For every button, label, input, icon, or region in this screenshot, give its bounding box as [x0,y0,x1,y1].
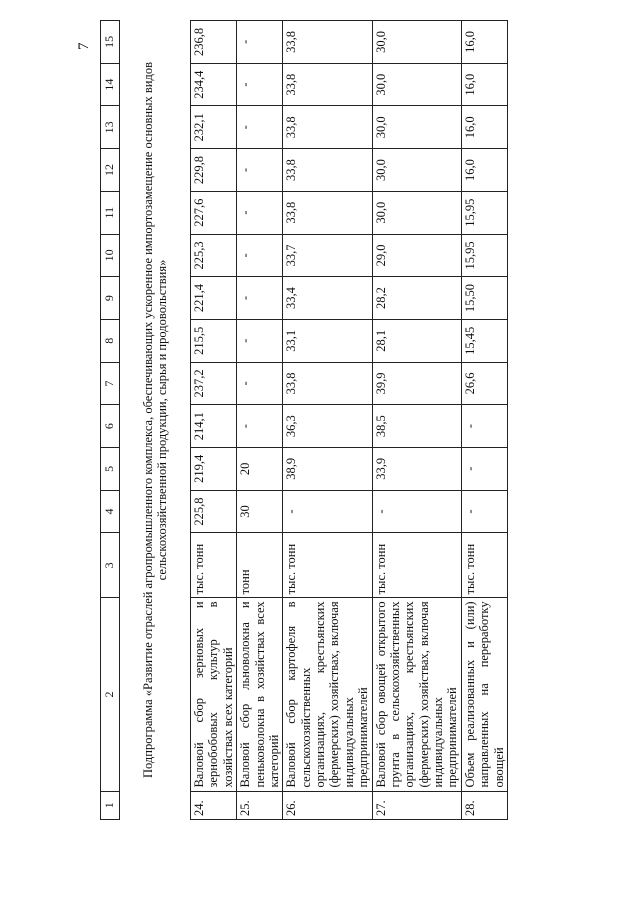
value-cell: 214,1 [191,405,237,448]
value-cell: 236,8 [191,21,237,64]
table-row [283,21,372,820]
value-cell: 16,0 [461,149,507,192]
value-cell: - [237,277,283,320]
value-cell: - [237,63,283,106]
value-cell: 15,95 [461,234,507,277]
value-cell: 227,6 [191,191,237,234]
value-cell: 33,8 [283,106,372,149]
row-number: 25. [237,791,283,819]
value-cell: - [461,447,507,490]
col-header: 13 [101,106,120,149]
value-cell: 15,50 [461,277,507,320]
value-cell: 33,9 [372,447,461,490]
value-cell: - [461,405,507,448]
col-header: 8 [101,319,120,362]
table-row [372,21,461,820]
value-cell: - [372,490,461,533]
value-cell: 30,0 [372,21,461,64]
value-cell: 225,8 [191,490,237,533]
value-cell: 36,3 [283,405,372,448]
unit-cell: тонн [237,533,283,598]
col-header: 14 [101,63,120,106]
value-cell: 38,9 [283,447,372,490]
value-cell: - [283,490,372,533]
row-number: 24. [191,791,237,819]
value-cell: 237,2 [191,362,237,405]
value-cell: 219,4 [191,447,237,490]
page-number: 7 [76,42,92,50]
col-header: 6 [101,405,120,448]
value-cell: 33,7 [283,234,372,277]
value-cell: 221,4 [191,277,237,320]
col-header: 15 [101,21,120,64]
value-cell: 38,5 [372,405,461,448]
value-cell: 29,0 [372,234,461,277]
col-header: 10 [101,234,120,277]
value-cell: 16,0 [461,63,507,106]
value-cell: - [237,319,283,362]
value-cell: - [237,191,283,234]
value-cell: 225,3 [191,234,237,277]
value-cell: 39,9 [372,362,461,405]
col-header: 3 [101,533,120,598]
unit-cell: тыс. тонн [191,533,237,598]
column-number-row [101,21,120,820]
col-header: 5 [101,447,120,490]
row-number: 26. [283,791,372,819]
value-cell: - [237,21,283,64]
value-cell: - [237,149,283,192]
value-cell: - [237,106,283,149]
value-cell: 33,8 [283,191,372,234]
value-cell: 33,8 [283,21,372,64]
value-cell: 30,0 [372,63,461,106]
unit-cell: тыс. тонн [461,533,507,598]
indicator-name: Валовой сбор льноволокна и пеньковолокна в хозяйствах всех категорий [237,598,283,791]
value-cell: 232,1 [191,106,237,149]
col-header: 1 [101,791,120,819]
value-cell: 15,45 [461,319,507,362]
value-cell: 26,6 [461,362,507,405]
indicators-table [100,20,508,820]
unit-cell: тыс. тонн [283,533,372,598]
subprogram-title: Подпрограмма «Развитие отраслей агропромышленного комплекса, обеспечивающих ускоренное импортозамещение основных видов сельскохозяйственной продукции, сырья и продовольствия» [120,21,191,820]
indicator-name: Валовой сбор овощей открытого грунта в сельскохозяйственных организациях, крестьянских (фермерских) хозяйствах, включая индивидуальных предпринимателей [372,598,461,791]
indicator-name: Валовой сбор зерновых и зернобобовых культур в хозяйствах всех категорий [191,598,237,791]
value-cell: 215,5 [191,319,237,362]
value-cell: - [237,405,283,448]
value-cell: - [237,234,283,277]
value-cell: 28,2 [372,277,461,320]
value-cell: 33,1 [283,319,372,362]
value-cell: 30 [237,490,283,533]
value-cell: 30,0 [372,106,461,149]
value-cell: 15,95 [461,191,507,234]
row-number: 28. [461,791,507,819]
value-cell: 33,8 [283,149,372,192]
value-cell: 234,4 [191,63,237,106]
value-cell: 16,0 [461,106,507,149]
value-cell: 28,1 [372,319,461,362]
value-cell: 229,8 [191,149,237,192]
table-row [461,21,507,820]
col-header: 9 [101,277,120,320]
col-header: 11 [101,191,120,234]
col-header: 7 [101,362,120,405]
value-cell: 20 [237,447,283,490]
table-row [191,21,237,820]
value-cell: 16,0 [461,21,507,64]
col-header: 4 [101,490,120,533]
table-row [237,21,283,820]
rotated-table-container [100,20,536,820]
value-cell: 33,8 [283,63,372,106]
subprogram-row [120,21,191,820]
value-cell: 33,8 [283,362,372,405]
value-cell: - [461,490,507,533]
indicator-name: Валовой сбор картофеля в сельскохозяйственных организациях, крестьянских (фермерских) хозяйствах, включая индивидуальных предпринимателей [283,598,372,791]
row-number: 27. [372,791,461,819]
col-header: 12 [101,149,120,192]
value-cell: 30,0 [372,149,461,192]
value-cell: 33,4 [283,277,372,320]
value-cell: - [237,362,283,405]
value-cell: 30,0 [372,191,461,234]
indicator-name: Объем реализованных и (или) направленных на переработку овощей [461,598,507,791]
col-header: 2 [101,598,120,791]
unit-cell: тыс. тонн [372,533,461,598]
